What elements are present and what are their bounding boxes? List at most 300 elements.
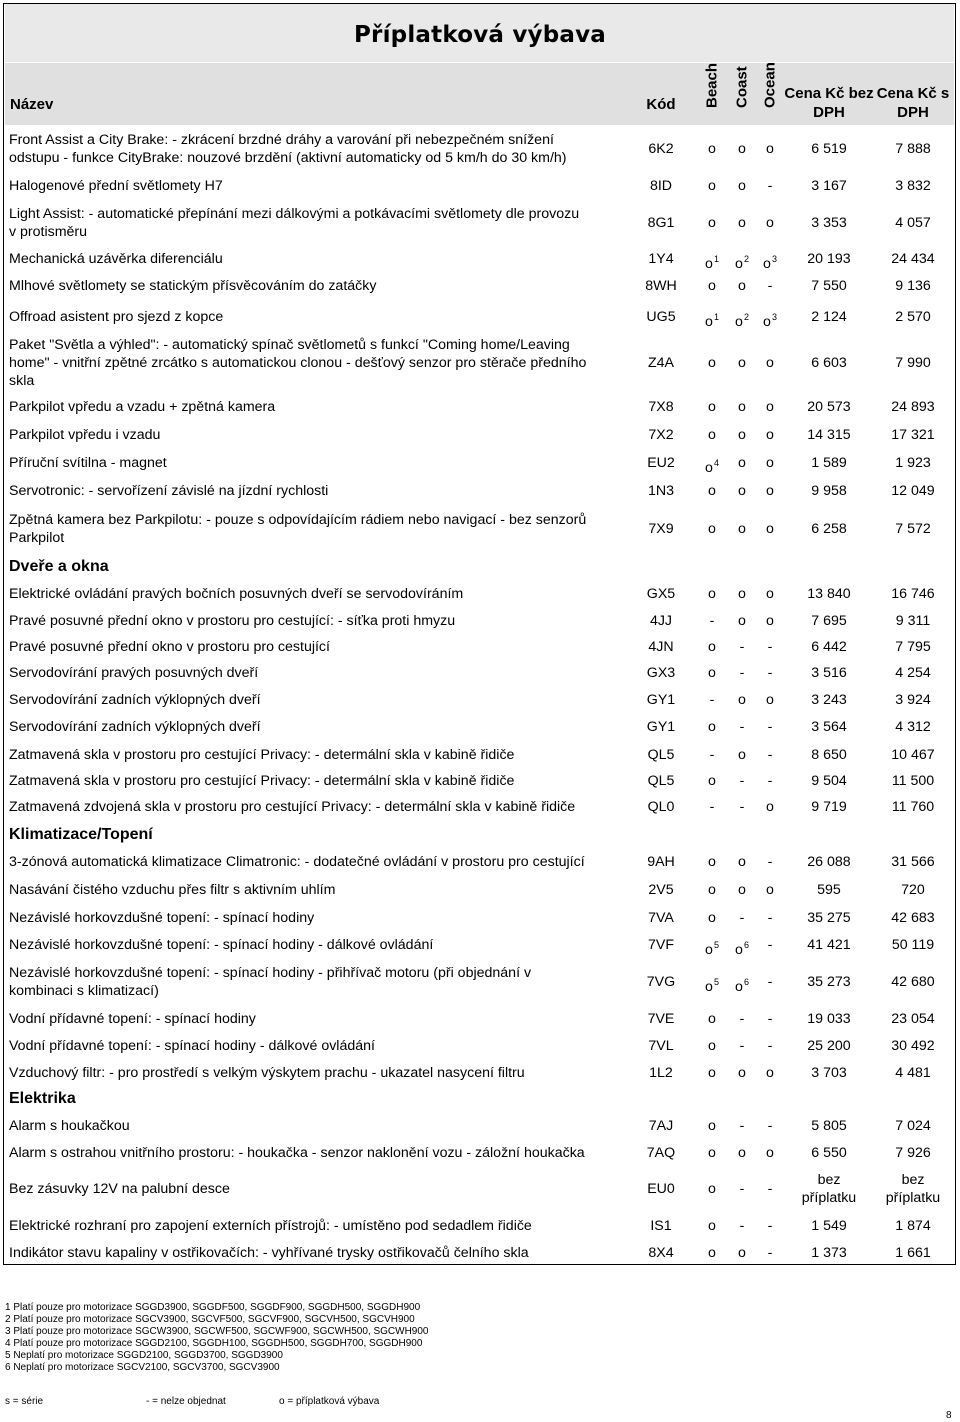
price-inc-vat-value: 9 311 [895, 613, 931, 629]
item-code [631, 853, 691, 871]
ocean-availability [758, 1244, 782, 1262]
price-ex-vat [784, 398, 874, 416]
footnote: 5 Neplatí pro motorizace SGGD2100, SGGD3700, SGGD3900 [5, 1350, 283, 1361]
footnote-marker: 2 [743, 254, 749, 264]
footnote-marker: 2 [743, 312, 749, 322]
ocean-availability-value: o [766, 521, 774, 537]
item-code [631, 772, 691, 790]
price-inc-vat-value: 2 570 [895, 309, 931, 325]
item-code [631, 973, 691, 991]
price-inc-vat [868, 1010, 958, 1028]
item-name-line: Příruční svítilna - magnet [9, 455, 167, 471]
price-ex-vat-value: 14 315 [807, 427, 851, 443]
item-name [9, 454, 167, 472]
item-name-line: Parkpilot vpředu a vzadu + zpětná kamera [9, 399, 276, 415]
beach-availability-value: o [705, 314, 713, 330]
beach-availability-value: o [708, 521, 716, 537]
price-inc-vat-value: 1 923 [895, 455, 931, 471]
ocean-availability [758, 1217, 782, 1235]
beach-availability-value: o [708, 483, 716, 499]
footnote-marker: 3 [771, 254, 777, 264]
item-name-line: Vzduchový filtr: - pro prostředí s velkým výskytem prachu - ukazatel nasycení filtru [9, 1065, 525, 1081]
beach-availability-value: o [708, 665, 716, 681]
item-name-line: Servodovírání zadních výklopných dveří [9, 719, 261, 735]
coast-availability [730, 936, 754, 959]
item-code [631, 520, 691, 538]
item-code [631, 482, 691, 500]
table-row [0, 958, 960, 1005]
ocean-availability [758, 853, 782, 871]
beach-availability [700, 308, 724, 331]
beach-availability-value: o [708, 910, 716, 926]
beach-availability-value: o [708, 141, 716, 157]
item-code-value: 1N3 [647, 483, 675, 499]
beach-availability [700, 520, 724, 538]
item-code-value: 2V5 [648, 882, 674, 898]
coast-availability-value: - [739, 1218, 745, 1234]
item-name [9, 664, 258, 682]
price-ex-vat-value: 6 519 [811, 141, 847, 157]
price-ex-vat [784, 1010, 874, 1028]
item-code [631, 638, 691, 656]
ocean-availability [758, 881, 782, 899]
beach-availability-value: o [708, 399, 716, 415]
coast-availability [730, 1144, 754, 1162]
coast-availability-value: o [738, 1145, 746, 1161]
coast-availability [730, 1037, 754, 1055]
item-code [631, 664, 691, 682]
beach-availability [700, 354, 724, 372]
price-inc-vat [868, 1037, 958, 1055]
price-inc-vat [868, 214, 958, 232]
ocean-availability-value: o [766, 141, 774, 157]
table-row [0, 1005, 960, 1033]
price-ex-vat [784, 746, 874, 764]
price-inc-vat-value: 1 874 [895, 1218, 931, 1234]
beach-availability-value: o [708, 773, 716, 789]
item-name-line: odstupu - funkce CityBrake: nouzové brzdění (aktivní automaticky od 5 km/h do 30 km/h) [9, 150, 567, 166]
table-row [0, 421, 960, 449]
ocean-availability [758, 1180, 782, 1198]
ocean-availability [758, 426, 782, 444]
coast-availability [730, 1244, 754, 1262]
price-ex-vat [784, 1037, 874, 1055]
coast-availability [730, 612, 754, 630]
item-code-value: GX3 [646, 665, 676, 681]
footnote: 3 Platí pouze pro motorizace SGCW3900, SGCWF500, SGCWF900, SGCWH500, SGCWH900 [5, 1326, 429, 1337]
ocean-availability [758, 1064, 782, 1082]
price-ex-vat-value: 6 258 [811, 521, 847, 537]
ocean-availability-value: o [766, 483, 774, 499]
price-inc-vat-value: 24 434 [891, 251, 935, 267]
price-ex-vat [784, 177, 874, 195]
item-code [631, 1180, 691, 1198]
ocean-availability-value: - [767, 1181, 773, 1197]
footnote-marker: 1 [713, 312, 719, 322]
price-inc-vat [868, 277, 958, 295]
table-row [0, 848, 960, 876]
ocean-availability [758, 1144, 782, 1162]
beach-availability [700, 482, 724, 500]
price-ex-vat [784, 772, 874, 790]
item-name-line: Nezávislé horkovzdušné topení: - spínací hodiny - přihřívač motoru (při objednání v [9, 965, 532, 981]
ocean-availability [758, 177, 782, 195]
beach-availability [700, 638, 724, 656]
item-code-value: IS1 [650, 1218, 672, 1234]
beach-availability-value: - [709, 613, 715, 629]
table-row [0, 333, 960, 393]
table-row [0, 1033, 960, 1059]
ocean-availability [758, 798, 782, 816]
footnote-marker: 1 [713, 254, 719, 264]
price-ex-vat [784, 1144, 874, 1162]
footnote-marker: 5 [713, 940, 719, 950]
price-inc-vat-value: 23 054 [891, 1011, 935, 1027]
price-ex-vat [784, 638, 874, 656]
beach-availability-value: o [708, 1145, 716, 1161]
price-inc-vat [868, 612, 958, 630]
item-name-line: Zatmavená skla v prostoru pro cestující Privacy: - determální skla v kabině řidiče [9, 747, 515, 763]
price-inc-vat [868, 1244, 958, 1262]
coast-availability-value: - [739, 1011, 745, 1027]
price-ex-vat-value: 3 353 [811, 215, 847, 231]
price-ex-vat [784, 1064, 874, 1082]
ocean-availability-value: o [766, 355, 774, 371]
header-price-ex-vat: Cena Kč bez DPH [784, 85, 874, 121]
ocean-availability [758, 973, 782, 991]
price-ex-vat-value: 13 840 [807, 586, 851, 602]
beach-availability-value: o [708, 882, 716, 898]
item-name-line: Offroad asistent pro sjezd z kopce [9, 309, 224, 325]
ocean-availability-value: - [767, 747, 773, 763]
beach-availability-value: - [709, 799, 715, 815]
table-row [0, 1166, 960, 1212]
ocean-availability [758, 936, 782, 954]
item-code-value: QL5 [647, 747, 675, 763]
beach-availability [700, 1180, 724, 1198]
coast-availability-value: o [738, 278, 746, 294]
price-ex-vat-value: 6 442 [811, 639, 847, 655]
ocean-availability [758, 308, 782, 331]
price-inc-vat [868, 1217, 958, 1235]
coast-availability [730, 177, 754, 195]
item-code [631, 308, 691, 326]
item-code-value: 8WH [645, 278, 677, 294]
price-inc-vat-value: 4 312 [895, 719, 931, 735]
beach-availability [700, 718, 724, 736]
price-inc-vat-value: 50 119 [891, 937, 935, 953]
price-ex-vat [784, 853, 874, 871]
table-row [0, 393, 960, 421]
table-row [0, 505, 960, 553]
price-inc-vat-value: 3 924 [895, 692, 931, 708]
header-ocean [758, 62, 782, 125]
section-heading-row [0, 1086, 960, 1112]
item-name-line: Nasávání čistého vzduchu přes filtr s aktivním uhlím [9, 882, 336, 898]
price-inc-vat-value: 7 024 [895, 1118, 931, 1134]
item-code [631, 746, 691, 764]
item-name-line: Nezávislé horkovzdušné topení: - spínací hodiny [9, 910, 315, 926]
item-name [9, 1244, 529, 1262]
table-row [0, 449, 960, 477]
price-ex-vat [784, 520, 874, 538]
beach-availability-value: o [708, 639, 716, 655]
beach-availability [700, 853, 724, 871]
item-name [9, 612, 455, 630]
coast-availability-value: o [735, 314, 743, 330]
item-code-value: 9AH [647, 854, 675, 870]
item-code [631, 398, 691, 416]
price-inc-vat [868, 1171, 958, 1207]
ocean-availability [758, 398, 782, 416]
header-price-inc-vat: Cena Kč s DPH [876, 85, 950, 121]
item-name-line: skla [9, 373, 35, 389]
price-ex-vat-value: 20 193 [807, 251, 851, 267]
coast-availability [730, 520, 754, 538]
table-row [0, 172, 960, 199]
ocean-availability [758, 277, 782, 295]
ocean-availability [758, 691, 782, 709]
item-name [9, 1064, 525, 1082]
item-name-line: Vodní přídavné topení: - spínací hodiny [9, 1011, 256, 1027]
beach-availability-value: o [708, 1181, 716, 1197]
beach-availability [700, 973, 724, 996]
item-code [631, 277, 691, 295]
price-inc-vat-value: 4 057 [895, 215, 931, 231]
legend-optional: o = příplatková výbava [279, 1396, 380, 1407]
coast-availability [730, 746, 754, 764]
footnote: 6 Neplatí pro motorizace SGCV2100, SGCV3700, SGCV3900 [5, 1362, 280, 1373]
item-code-value: 8ID [649, 178, 673, 194]
price-ex-vat-value: 41 421 [807, 937, 851, 953]
item-code [631, 1117, 691, 1135]
item-code-value: Z4A [647, 355, 675, 371]
ocean-availability-value: - [767, 639, 773, 655]
price-ex-vat [784, 691, 874, 709]
coast-availability [730, 585, 754, 603]
table-row [0, 1059, 960, 1086]
coast-availability [730, 718, 754, 736]
beach-availability [700, 1117, 724, 1135]
beach-availability [700, 585, 724, 603]
item-name [9, 585, 463, 603]
coast-availability [730, 638, 754, 656]
price-inc-vat [868, 308, 958, 326]
item-code-value: QL5 [647, 773, 675, 789]
item-name-line: Pravé posuvné přední okno v prostoru pro cestující: - síťka proti hmyzu [9, 613, 456, 629]
table-row [0, 246, 960, 272]
ocean-availability-value: - [767, 1038, 773, 1054]
header-beach-label: Beach [703, 62, 721, 108]
item-name [9, 772, 514, 790]
price-ex-vat [784, 308, 874, 326]
item-name-line: Zatmavená zdvojená skla v prostoru pro cestující Privacy: - determální skla v kabině řidiče [9, 799, 576, 815]
ocean-availability [758, 214, 782, 232]
table-row [0, 904, 960, 931]
price-inc-vat [868, 177, 958, 195]
ocean-availability-value: - [767, 974, 773, 990]
coast-availability [730, 140, 754, 158]
beach-availability [700, 214, 724, 232]
table-row [0, 607, 960, 634]
item-name [9, 1010, 256, 1028]
coast-availability-value: o [738, 178, 746, 194]
beach-availability-value: o [708, 854, 716, 870]
price-inc-vat [868, 936, 958, 954]
coast-availability [730, 881, 754, 899]
price-ex-vat [784, 250, 874, 268]
coast-availability-value: o [738, 586, 746, 602]
table-row [0, 686, 960, 713]
item-code-value: GY1 [646, 719, 676, 735]
item-code-value: UG5 [646, 309, 676, 325]
price-inc-vat-value: 7 926 [895, 1145, 931, 1161]
table-row [0, 1212, 960, 1240]
beach-availability-value: o [708, 355, 716, 371]
price-inc-vat-value: 12 049 [891, 483, 935, 499]
coast-availability-value: - [739, 1181, 745, 1197]
beach-availability-value: - [709, 692, 715, 708]
ocean-availability [758, 746, 782, 764]
item-code [631, 1064, 691, 1082]
price-ex-vat-value: 1 549 [811, 1218, 847, 1234]
price-inc-vat-value: 3 832 [895, 178, 931, 194]
price-ex-vat-value: 595 [817, 882, 841, 898]
coast-availability [730, 1064, 754, 1082]
item-code [631, 1144, 691, 1162]
price-inc-vat [868, 772, 958, 790]
coast-availability-value: o [738, 141, 746, 157]
coast-availability [730, 1117, 754, 1135]
item-name [9, 691, 261, 709]
table-row [0, 300, 960, 333]
section-heading-row [0, 553, 960, 580]
ocean-availability-value: o [766, 427, 774, 443]
section-title: Klimatizace/Topení [9, 826, 153, 843]
price-ex-vat [784, 612, 874, 630]
beach-availability-value: o [708, 278, 716, 294]
coast-availability [730, 691, 754, 709]
coast-availability [730, 398, 754, 416]
price-inc-vat [868, 1144, 958, 1162]
footnotes [5, 1302, 428, 1374]
item-name [9, 909, 314, 927]
price-ex-vat-value: 3 167 [811, 178, 847, 194]
price-inc-vat [868, 718, 958, 736]
price-inc-vat [868, 250, 958, 268]
coast-availability-value: - [739, 910, 745, 926]
item-name-line: Mlhové světlomety se statickým přísvěcováním do zatáčky [9, 278, 377, 294]
beach-availability [700, 909, 724, 927]
footnote-marker: 4 [713, 458, 719, 468]
beach-availability-value: o [705, 460, 713, 476]
item-name-line: Alarm s houkačkou [9, 1118, 130, 1134]
item-name [9, 1117, 130, 1135]
footnote: 1 Platí pouze pro motorizace SGGD3900, SGGDF500, SGGDF900, SGGDH500, SGGDH900 [5, 1302, 421, 1313]
price-inc-vat [868, 1117, 958, 1135]
price-ex-vat-value: 3 243 [811, 692, 847, 708]
item-code-value: 1L2 [649, 1065, 673, 1081]
legend-not-available: - = nelze objednat [146, 1396, 226, 1407]
item-code-value: 7VL [648, 1038, 674, 1054]
price-text-line: bez [901, 1172, 925, 1188]
item-name-line: Parkpilot [9, 530, 65, 546]
price-inc-vat [868, 746, 958, 764]
ocean-availability [758, 909, 782, 927]
beach-availability [700, 140, 724, 158]
ocean-availability [758, 612, 782, 630]
table-row [0, 1140, 960, 1166]
item-code-value: 4JJ [649, 613, 673, 629]
item-name-line: kombinaci s klimatizací) [9, 983, 159, 999]
price-inc-vat [868, 454, 958, 472]
item-name-line: Front Assist a City Brake: - zkrácení brzdné dráhy a varování při nebezpečném snížení [9, 132, 554, 148]
price-inc-vat [868, 585, 958, 603]
price-ex-vat-value: 1 373 [811, 1245, 847, 1261]
beach-availability-value: o [705, 942, 713, 958]
ocean-availability-value: o [766, 215, 774, 231]
coast-availability [730, 1217, 754, 1235]
header-beach [700, 62, 724, 125]
item-name-line: Pravé posuvné přední okno v prostoru pro cestující [9, 639, 330, 655]
item-code [631, 936, 691, 954]
item-name [9, 1144, 585, 1162]
footnote-marker: 5 [713, 977, 719, 987]
ocean-availability-value: o [766, 1065, 774, 1081]
coast-availability [730, 482, 754, 500]
header-coast [730, 66, 754, 125]
price-inc-vat-value: 11 500 [891, 773, 935, 789]
ocean-availability [758, 1117, 782, 1135]
item-code-value: 7X2 [648, 427, 674, 443]
table-row [0, 634, 960, 659]
beach-availability [700, 1244, 724, 1262]
price-inc-vat-value: 24 893 [891, 399, 935, 415]
item-code-value: 7VE [647, 1011, 675, 1027]
coast-availability-value: o [738, 399, 746, 415]
legend-series: s = série [5, 1396, 44, 1407]
coast-availability-value: o [735, 979, 743, 995]
item-code [631, 612, 691, 630]
item-name [9, 205, 579, 241]
price-inc-vat [868, 691, 958, 709]
ocean-availability [758, 1037, 782, 1055]
coast-availability-value: o [738, 882, 746, 898]
beach-availability [700, 881, 724, 899]
item-name-line: v protisměru [9, 224, 88, 240]
price-ex-vat-value: 2 124 [811, 309, 847, 325]
ocean-availability-value: - [767, 854, 773, 870]
item-code-value: 7AQ [646, 1145, 676, 1161]
price-inc-vat-value: 7 990 [895, 355, 931, 371]
item-code-value: 7VF [647, 937, 675, 953]
price-inc-vat [868, 1064, 958, 1082]
footnote-marker: 6 [743, 940, 749, 950]
beach-availability-value: o [705, 256, 713, 272]
item-code [631, 718, 691, 736]
table-row [0, 580, 960, 607]
item-code-value: 1Y4 [648, 251, 674, 267]
price-text-line: bez [817, 1172, 841, 1188]
ocean-availability [758, 482, 782, 500]
price-ex-vat-value: 6 550 [811, 1145, 847, 1161]
item-name-line: Elektrické ovládání pravých bočních posuvných dveří se servodovíráním [9, 586, 464, 602]
coast-availability-value: o [738, 1065, 746, 1081]
price-inc-vat-value: 42 680 [891, 974, 935, 990]
item-code [631, 454, 691, 472]
ocean-availability-value: - [767, 178, 773, 194]
ocean-availability-value: o [763, 314, 771, 330]
